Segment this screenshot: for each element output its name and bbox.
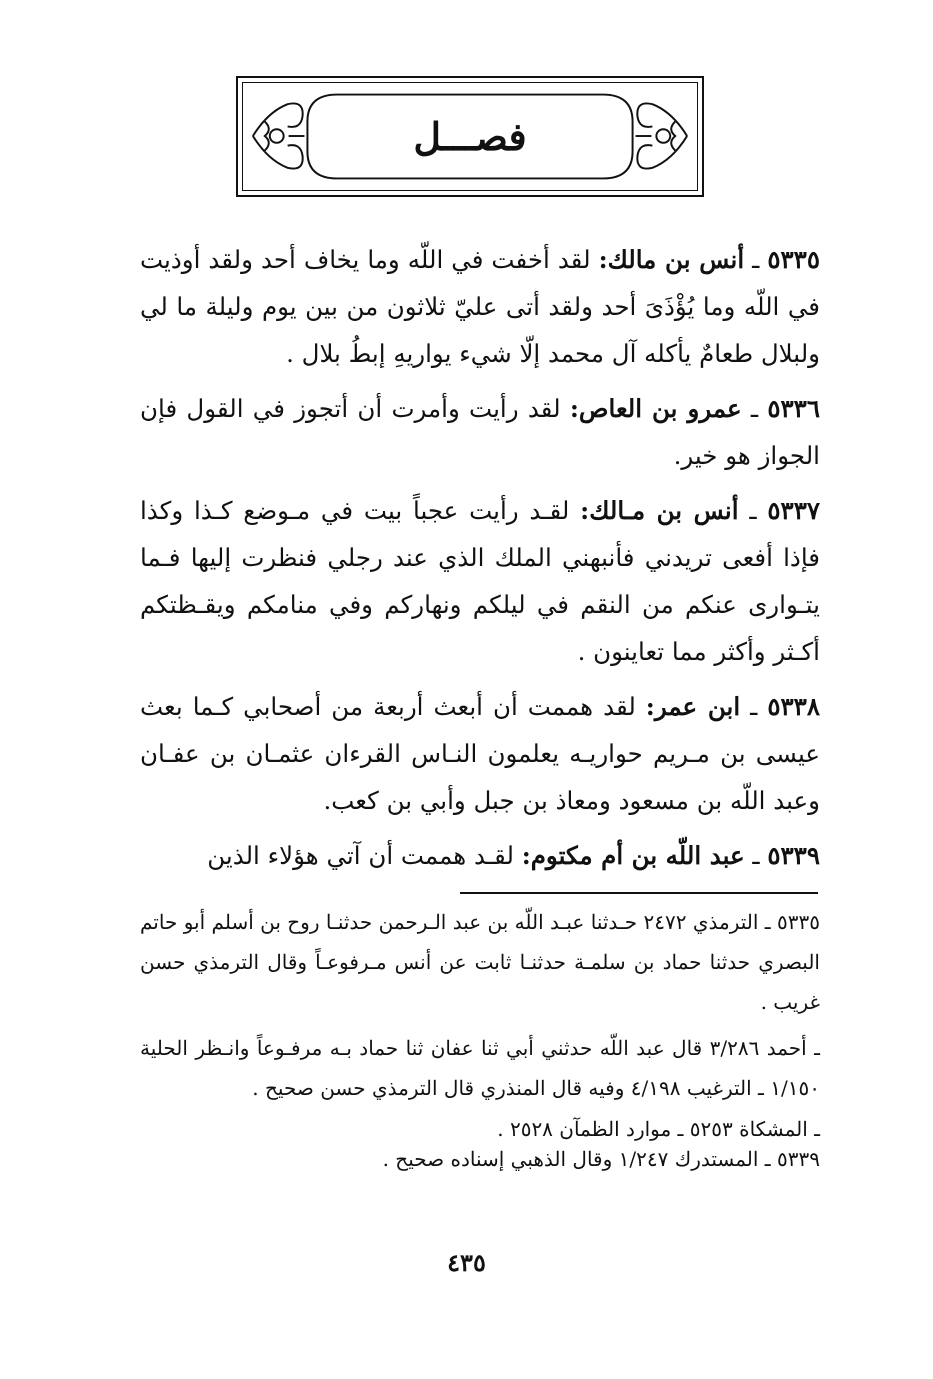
narrator-name: ابن عمر: (645, 692, 741, 721)
footnote-separator (460, 892, 818, 894)
hadith-number: ٥٣٣٨ (767, 692, 820, 721)
hadith-text: لقد رأيت وأمرت أن أتجوز في القول فإن الجواز هو خير. (140, 394, 820, 470)
hadith-number: ٥٣٣٦ (767, 394, 820, 423)
page-number: ٤٣٥ (447, 1248, 486, 1277)
dash: ـ (740, 692, 758, 721)
hadith-text: لقـد رأيت عجباً بيت في مـوضع كـذا وكذا فإذا أفعى تريدني فأنبهني الملك الذي عند رجلي فنظرت إليها فـما يتـوارى عنكم من النقم في ليلكم ونهاركم وفي منامكم ويقـظتكم أكـثر وأكثر مما تعاينون . (140, 496, 820, 666)
hadith-text: لقد أخفت في اللّه وما يخاف أحد ولقد أوذيت في اللّه وما يُؤْذَىَ أحد ولقد أتى عليّ ثلاثون من بين يوم وليلة ما لي ولبلال طعامٌ يأكله آل محمد إلّا شيء يواريهِ إبطُ بلال . (140, 245, 820, 368)
narrator-name: أنس بن مـالك: (580, 496, 739, 525)
dash: ـ (744, 245, 760, 274)
footnote: ٥٣٣٥ ـ الترمذي ٢٤٧٢ حـدثنا عبـد اللّه بن عبد الـرحمن حدثنـا روح بن أسلم أبو حاتم البصري حدثنا حماد بن سلمـة حدثنـا ثابت عن أنس مـرفوعـاً وقال الترمذي حسن غريب . (140, 910, 820, 1014)
footnote: ـ المشكاة ٥٢٥٣ ـ موارد الظمآن ٢٥٢٨ . (497, 1117, 820, 1141)
hadith-paragraph (140, 683, 820, 824)
hadith-paragraph (140, 236, 820, 377)
narrator-name: أنس بن مالك: (598, 245, 745, 274)
hadith-text: لقد هممت أن أبعث أربعة من أصحابي كـما بعث عيسى بن مـريم حواريـه يعلمون النـاس القرءان عثمـان بن عفـان وعبد اللّه بن مسعود ومعاذ بن جبل وأبي بن كعب. (140, 692, 820, 815)
footnotes (140, 902, 820, 1174)
narrator-name: عبد اللّه بن أم مكتوم: (521, 841, 745, 870)
hadith-text: لقـد هممت أن آتي هؤلاء الذين (207, 841, 514, 870)
hadith-paragraph (140, 385, 820, 479)
main-text (140, 236, 820, 887)
chapter-header-frame (236, 76, 704, 197)
footnote: ٥٣٣٩ ـ المستدرك ١/٢٤٧ وقال الذهبي إسناده صحيح . (382, 1147, 820, 1171)
hadith-number: ٥٣٣٧ (767, 496, 821, 525)
dash: ـ (741, 394, 759, 423)
hadith-number: ٥٣٣٥ (767, 245, 820, 274)
dash: ـ (744, 841, 760, 870)
chapter-title: فصـــل (413, 114, 527, 159)
hadith-paragraph (140, 487, 820, 675)
hadith-number: ٥٣٣٩ (767, 841, 820, 870)
hadith-paragraph (140, 832, 820, 879)
dash: ـ (738, 496, 757, 525)
narrator-name: عمرو بن العاص: (569, 394, 742, 423)
footnote: ـ أحمد ٣/٢٨٦ قال عبد اللّه حدثني أبي ثنا عفان ثنا حماد بـه مرفـوعاً وانـظر الحلية ١/١٥٠ ـ الترغيب ٤/١٩٨ وفيه قال المنذري قال الترمذي حسن صحيح . (140, 1036, 820, 1100)
header-inner-border (242, 82, 698, 191)
